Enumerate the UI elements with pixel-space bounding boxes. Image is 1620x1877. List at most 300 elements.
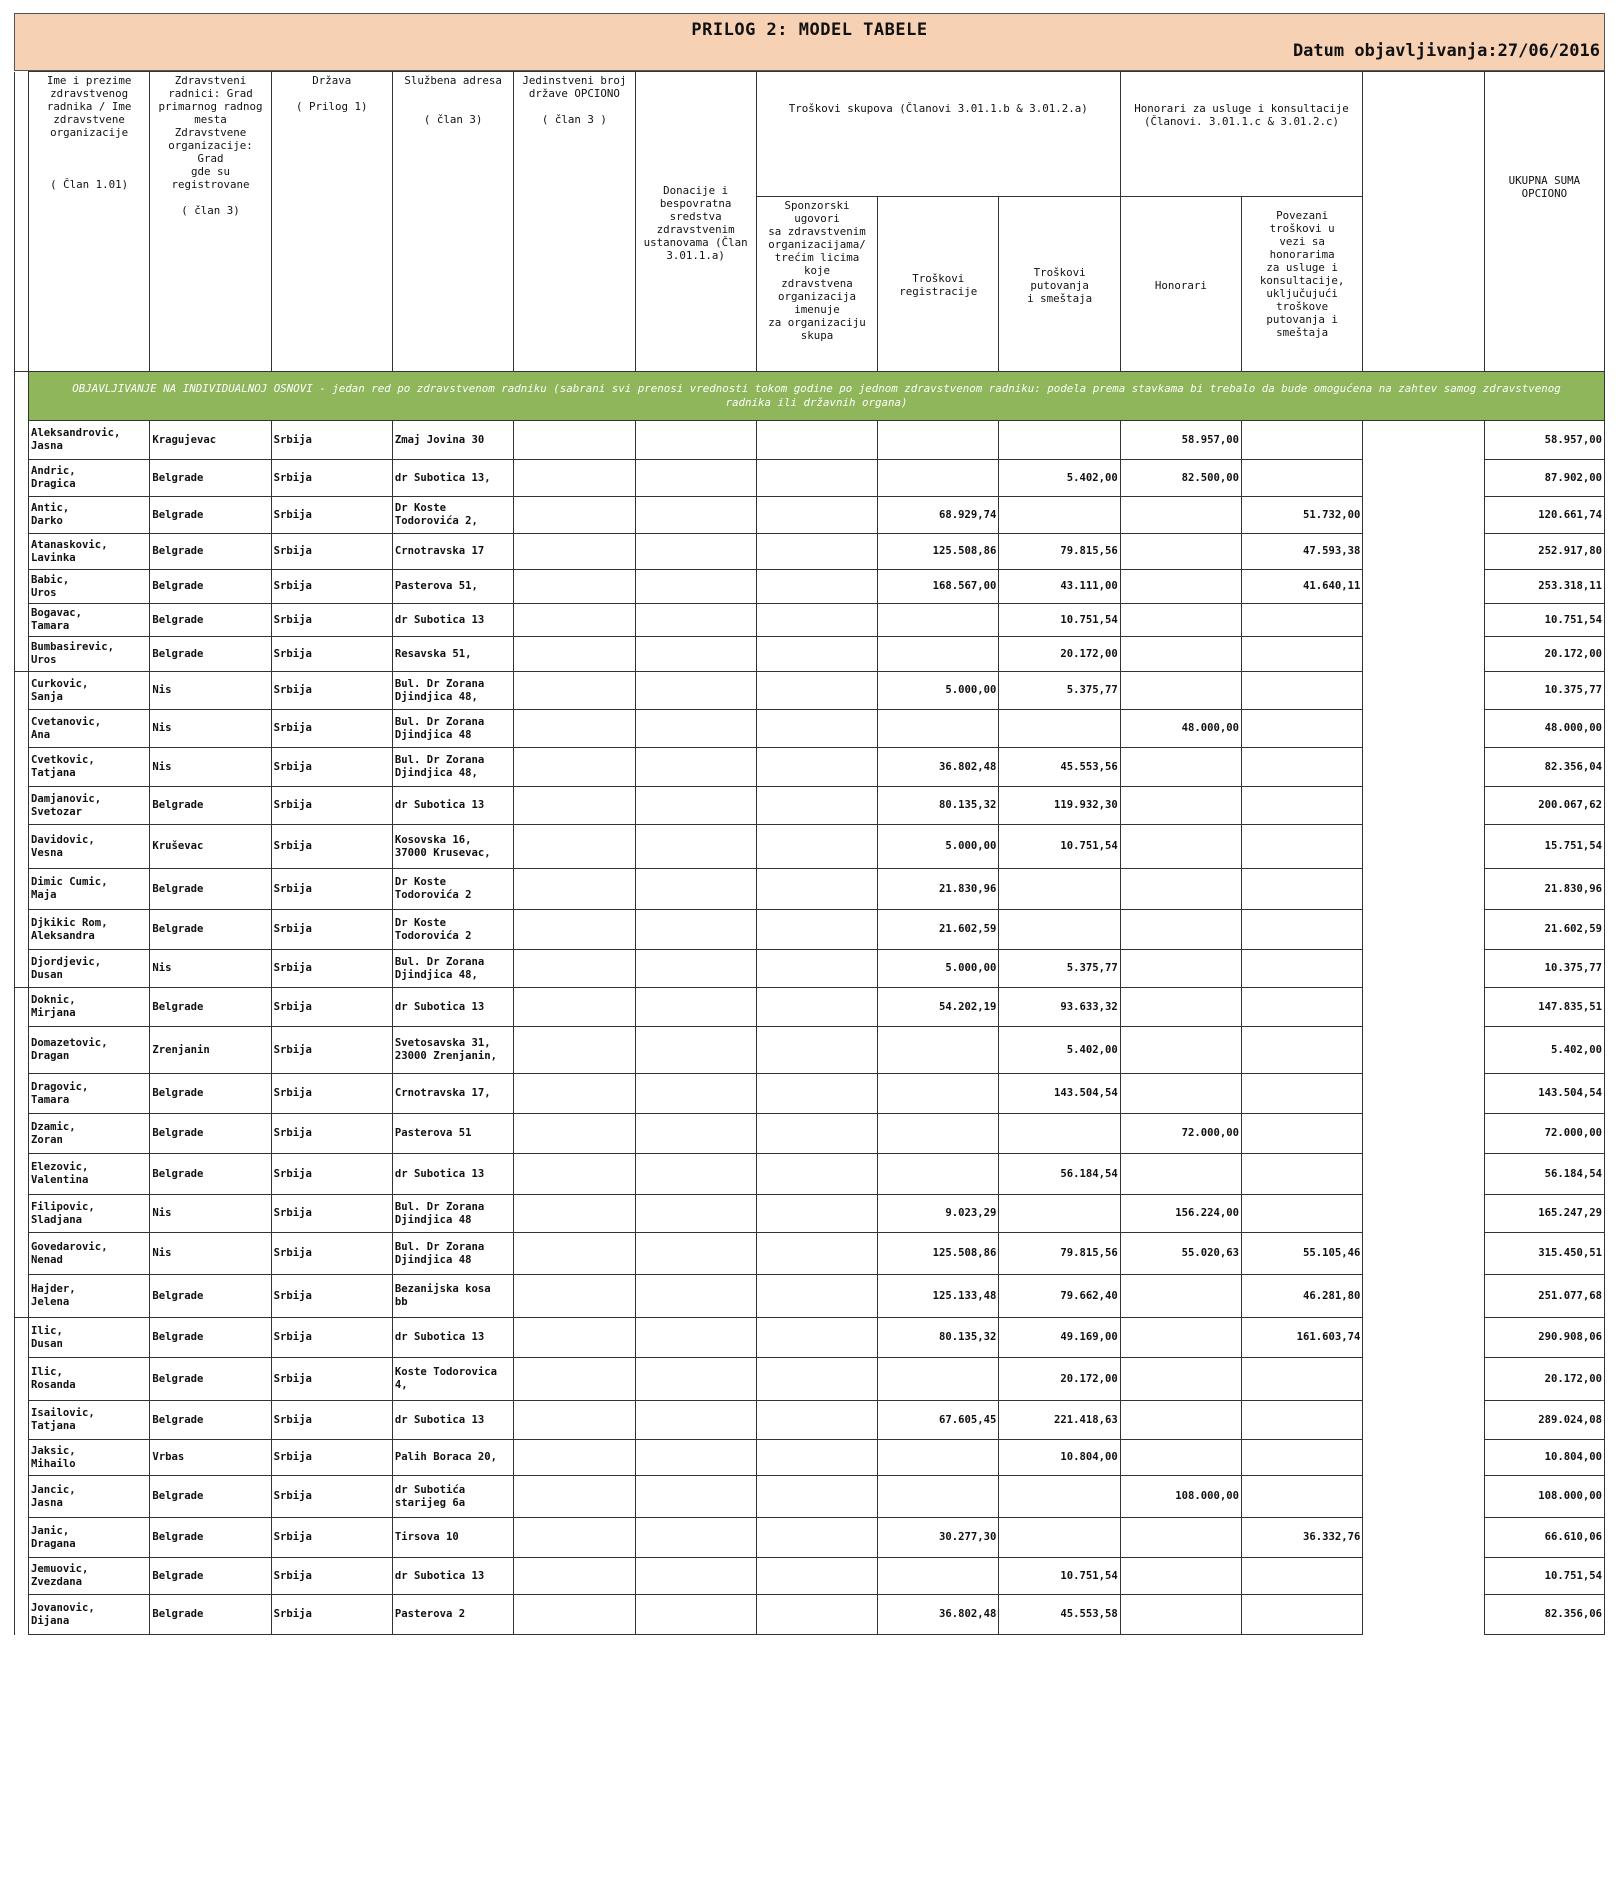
total-cell: 82.356,04: [1484, 748, 1604, 787]
donations-cell: [635, 1358, 756, 1401]
total-cell: 120.661,74: [1484, 497, 1604, 534]
blank-cell: [1363, 1074, 1484, 1114]
blank-cell: [1363, 710, 1484, 748]
city-cell: Belgrade: [150, 637, 271, 672]
col-header-donations: Donacije i bespovratna sredstva zdravstvenim ustanovama (Član 3.01.1.a): [635, 72, 756, 372]
address-cell: Tirsova 10: [392, 1518, 513, 1558]
unique-id-cell: [514, 1114, 635, 1154]
col-header-address: Službena adresa ( član 3): [392, 72, 513, 372]
blank-cell: [1363, 1401, 1484, 1440]
country-cell: Srbija: [271, 1401, 392, 1440]
travel-cell: 56.184,54: [999, 1154, 1120, 1195]
publication-date: [1293, 41, 1600, 61]
fees-cell: [1120, 1358, 1241, 1401]
total-cell: 143.504,54: [1484, 1074, 1604, 1114]
row-stub: [15, 988, 29, 1027]
total-cell: 58.957,00: [1484, 421, 1604, 460]
country-cell: Srbija: [271, 1440, 392, 1476]
city-cell: Belgrade: [150, 1114, 271, 1154]
related-costs-cell: [1242, 825, 1363, 869]
sponsorship-cell: [756, 869, 877, 910]
fees-cell: 108.000,00: [1120, 1476, 1241, 1518]
donations-cell: [635, 988, 756, 1027]
registration-cell: 36.802,48: [878, 748, 999, 787]
registration-cell: [878, 421, 999, 460]
registration-cell: [878, 1440, 999, 1476]
blank-cell: [1363, 1440, 1484, 1476]
donations-cell: [635, 534, 756, 570]
address-cell: dr Subotica 13: [392, 988, 513, 1027]
unique-id-cell: [514, 637, 635, 672]
blank-cell: [1363, 421, 1484, 460]
name-cell: Djordjevic, Dusan: [29, 950, 150, 988]
donations-cell: [635, 950, 756, 988]
donations-cell: [635, 570, 756, 604]
total-cell: 315.450,51: [1484, 1233, 1604, 1275]
city-cell: Belgrade: [150, 1154, 271, 1195]
row-stub: [15, 1440, 29, 1476]
registration-cell: 21.602,59: [878, 910, 999, 950]
donations-cell: [635, 1595, 756, 1635]
total-cell: 289.024,08: [1484, 1401, 1604, 1440]
fees-cell: 55.020,63: [1120, 1233, 1241, 1275]
travel-cell: 43.111,00: [999, 570, 1120, 604]
fees-cell: [1120, 1154, 1241, 1195]
header-stub: [15, 72, 29, 372]
travel-cell: [999, 497, 1120, 534]
total-cell: 66.610,06: [1484, 1518, 1604, 1558]
travel-cell: [999, 910, 1120, 950]
address-cell: Bul. Dr Zorana Djindjica 48,: [392, 672, 513, 710]
fees-cell: [1120, 497, 1241, 534]
sponsorship-cell: [756, 1595, 877, 1635]
sponsorship-cell: [756, 910, 877, 950]
row-stub: [15, 787, 29, 825]
name-cell: Bumbasirevic, Uros: [29, 637, 150, 672]
related-costs-cell: [1242, 1476, 1363, 1518]
travel-cell: 5.375,77: [999, 672, 1120, 710]
total-cell: 20.172,00: [1484, 1358, 1604, 1401]
unique-id-cell: [514, 1558, 635, 1595]
country-cell: Srbija: [271, 1595, 392, 1635]
disclosure-table: [14, 71, 1605, 1635]
country-cell: Srbija: [271, 1558, 392, 1595]
col-header-fees-group: Honorari za usluge i konsultacije (Članovi. 3.01.1.c & 3.01.2.c): [1120, 72, 1363, 197]
blank-cell: [1363, 1318, 1484, 1358]
row-stub: [15, 1518, 29, 1558]
col-header-sponsorship: Sponzorski ugovori sa zdravstvenim organizacijama/ trećim licima koje zdravstvena organizacija imenuje za organizaciju skupa: [756, 197, 877, 372]
table-row: [15, 988, 1605, 1027]
table-row: [15, 748, 1605, 787]
total-cell: 10.751,54: [1484, 604, 1604, 637]
blank-cell: [1363, 950, 1484, 988]
registration-cell: [878, 1558, 999, 1595]
city-cell: Nis: [150, 1233, 271, 1275]
col-header-events-group: Troškovi skupova (Članovi 3.01.1.b & 3.01.2.a): [756, 72, 1120, 197]
city-cell: Belgrade: [150, 497, 271, 534]
travel-cell: [999, 1518, 1120, 1558]
city-cell: Belgrade: [150, 1358, 271, 1401]
country-cell: Srbija: [271, 710, 392, 748]
name-cell: Doknic, Mirjana: [29, 988, 150, 1027]
city-cell: Belgrade: [150, 1275, 271, 1318]
title-band: [14, 13, 1605, 71]
city-cell: Belgrade: [150, 534, 271, 570]
registration-cell: 9.023,29: [878, 1195, 999, 1233]
total-cell: 21.602,59: [1484, 910, 1604, 950]
address-cell: Pasterova 51: [392, 1114, 513, 1154]
country-cell: Srbija: [271, 534, 392, 570]
total-cell: 5.402,00: [1484, 1027, 1604, 1074]
unique-id-cell: [514, 460, 635, 497]
donations-cell: [635, 1027, 756, 1074]
publication-date-label: Datum objavljivanja:: [1292, 41, 1498, 61]
donations-cell: [635, 869, 756, 910]
sponsorship-cell: [756, 460, 877, 497]
sponsorship-cell: [756, 1518, 877, 1558]
blank-cell: [1363, 1154, 1484, 1195]
travel-cell: [999, 421, 1120, 460]
sponsorship-cell: [756, 1358, 877, 1401]
table-row: [15, 869, 1605, 910]
address-cell: Bul. Dr Zorana Djindjica 48: [392, 1195, 513, 1233]
fees-cell: [1120, 825, 1241, 869]
blank-cell: [1363, 988, 1484, 1027]
country-cell: Srbija: [271, 1476, 392, 1518]
fees-cell: [1120, 988, 1241, 1027]
total-cell: 82.356,06: [1484, 1595, 1604, 1635]
unique-id-cell: [514, 869, 635, 910]
address-cell: Crnotravska 17: [392, 534, 513, 570]
country-cell: Srbija: [271, 910, 392, 950]
name-cell: Dimic Cumic, Maja: [29, 869, 150, 910]
registration-cell: [878, 1154, 999, 1195]
sponsorship-cell: [756, 787, 877, 825]
sponsorship-cell: [756, 988, 877, 1027]
fees-cell: [1120, 910, 1241, 950]
registration-cell: [878, 1358, 999, 1401]
table-row: [15, 1154, 1605, 1195]
table-row: [15, 1027, 1605, 1074]
city-cell: Zrenjanin: [150, 1027, 271, 1074]
donations-cell: [635, 825, 756, 869]
fees-cell: [1120, 1595, 1241, 1635]
table-row: [15, 497, 1605, 534]
total-cell: 108.000,00: [1484, 1476, 1604, 1518]
total-cell: 15.751,54: [1484, 825, 1604, 869]
sponsorship-cell: [756, 1114, 877, 1154]
address-cell: Resavska 51,: [392, 637, 513, 672]
fees-cell: [1120, 534, 1241, 570]
country-cell: Srbija: [271, 1275, 392, 1318]
registration-cell: 125.508,86: [878, 534, 999, 570]
city-cell: Nis: [150, 1195, 271, 1233]
city-cell: Belgrade: [150, 910, 271, 950]
row-stub: [15, 637, 29, 672]
country-cell: Srbija: [271, 1027, 392, 1074]
related-costs-cell: [1242, 1027, 1363, 1074]
name-cell: Andric, Dragica: [29, 460, 150, 497]
row-stub: [15, 604, 29, 637]
unique-id-cell: [514, 672, 635, 710]
fees-cell: [1120, 1275, 1241, 1318]
fees-cell: 48.000,00: [1120, 710, 1241, 748]
travel-cell: [999, 710, 1120, 748]
address-cell: Pasterova 51,: [392, 570, 513, 604]
sponsorship-cell: [756, 1558, 877, 1595]
table-row: [15, 910, 1605, 950]
fees-cell: [1120, 1440, 1241, 1476]
travel-cell: 10.751,54: [999, 1558, 1120, 1595]
related-costs-cell: 51.732,00: [1242, 497, 1363, 534]
fees-cell: [1120, 1401, 1241, 1440]
row-stub: [15, 869, 29, 910]
address-cell: dr Subotica 13: [392, 1401, 513, 1440]
name-cell: Govedarovic, Nenad: [29, 1233, 150, 1275]
total-cell: 10.804,00: [1484, 1440, 1604, 1476]
unique-id-cell: [514, 534, 635, 570]
address-cell: Bul. Dr Zorana Djindjica 48,: [392, 950, 513, 988]
row-stub: [15, 1027, 29, 1074]
blank-cell: [1363, 748, 1484, 787]
name-cell: Dzamic, Zoran: [29, 1114, 150, 1154]
related-costs-cell: [1242, 1358, 1363, 1401]
col-header-related-costs: Povezani troškovi u vezi sa honorarima za usluge i konsultacije, uključujući troškove putovanja i smeštaja: [1242, 197, 1363, 372]
col-header-blank: [1363, 72, 1484, 372]
country-cell: Srbija: [271, 1358, 392, 1401]
address-cell: Bezanijska kosa bb: [392, 1275, 513, 1318]
unique-id-cell: [514, 1318, 635, 1358]
blank-cell: [1363, 570, 1484, 604]
city-cell: Belgrade: [150, 869, 271, 910]
table-row: [15, 1558, 1605, 1595]
table-row: [15, 1518, 1605, 1558]
table-row: [15, 1074, 1605, 1114]
related-costs-cell: [1242, 988, 1363, 1027]
blank-cell: [1363, 1027, 1484, 1074]
country-cell: Srbija: [271, 604, 392, 637]
related-costs-cell: [1242, 1401, 1363, 1440]
name-cell: Curkovic, Sanja: [29, 672, 150, 710]
address-cell: Bul. Dr Zorana Djindjica 48,: [392, 748, 513, 787]
sponsorship-cell: [756, 748, 877, 787]
blank-cell: [1363, 497, 1484, 534]
col-header-total: UKUPNA SUMA OPCIONO: [1484, 72, 1604, 372]
registration-cell: [878, 637, 999, 672]
donations-cell: [635, 1154, 756, 1195]
donations-cell: [635, 1074, 756, 1114]
donations-cell: [635, 1195, 756, 1233]
donations-cell: [635, 1318, 756, 1358]
related-costs-cell: [1242, 1074, 1363, 1114]
sponsorship-cell: [756, 710, 877, 748]
registration-cell: [878, 1074, 999, 1114]
fees-cell: [1120, 787, 1241, 825]
name-cell: Jaksic, Mihailo: [29, 1440, 150, 1476]
row-stub: [15, 570, 29, 604]
donations-cell: [635, 1114, 756, 1154]
registration-cell: 54.202,19: [878, 988, 999, 1027]
name-cell: Ilic, Dusan: [29, 1318, 150, 1358]
name-cell: Damjanovic, Svetozar: [29, 787, 150, 825]
related-costs-cell: [1242, 1558, 1363, 1595]
city-cell: Nis: [150, 748, 271, 787]
total-cell: 10.751,54: [1484, 1558, 1604, 1595]
table-row: [15, 460, 1605, 497]
related-costs-cell: [1242, 787, 1363, 825]
total-cell: 48.000,00: [1484, 710, 1604, 748]
related-costs-cell: [1242, 910, 1363, 950]
name-cell: Antic, Darko: [29, 497, 150, 534]
country-cell: Srbija: [271, 1154, 392, 1195]
sponsorship-cell: [756, 825, 877, 869]
related-costs-cell: [1242, 1114, 1363, 1154]
fees-cell: [1120, 672, 1241, 710]
city-cell: Belgrade: [150, 604, 271, 637]
blank-cell: [1363, 825, 1484, 869]
fees-cell: [1120, 1027, 1241, 1074]
related-costs-cell: [1242, 869, 1363, 910]
table-row: [15, 421, 1605, 460]
table-row: [15, 1195, 1605, 1233]
row-stub: [15, 950, 29, 988]
city-cell: Nis: [150, 950, 271, 988]
country-cell: Srbija: [271, 1233, 392, 1275]
registration-cell: 67.605,45: [878, 1401, 999, 1440]
banner-stub: [15, 372, 29, 421]
unique-id-cell: [514, 497, 635, 534]
name-cell: Bogavac, Tamara: [29, 604, 150, 637]
row-stub: [15, 1358, 29, 1401]
related-costs-cell: [1242, 1154, 1363, 1195]
total-cell: 87.902,00: [1484, 460, 1604, 497]
city-cell: Belgrade: [150, 460, 271, 497]
registration-cell: 68.929,74: [878, 497, 999, 534]
sponsorship-cell: [756, 1233, 877, 1275]
row-stub: [15, 1558, 29, 1595]
travel-cell: 221.418,63: [999, 1401, 1120, 1440]
row-stub: [15, 421, 29, 460]
city-cell: Nis: [150, 672, 271, 710]
total-cell: 10.375,77: [1484, 950, 1604, 988]
travel-cell: 93.633,32: [999, 988, 1120, 1027]
fees-cell: [1120, 604, 1241, 637]
row-stub: [15, 460, 29, 497]
unique-id-cell: [514, 1233, 635, 1275]
country-cell: Srbija: [271, 1518, 392, 1558]
blank-cell: [1363, 1233, 1484, 1275]
travel-cell: 10.751,54: [999, 604, 1120, 637]
sponsorship-cell: [756, 1195, 877, 1233]
related-costs-cell: [1242, 460, 1363, 497]
country-cell: Srbija: [271, 421, 392, 460]
total-cell: 200.067,62: [1484, 787, 1604, 825]
address-cell: dr Subotica 13: [392, 787, 513, 825]
donations-cell: [635, 1518, 756, 1558]
address-cell: dr Subotica 13,: [392, 460, 513, 497]
total-cell: 253.318,11: [1484, 570, 1604, 604]
fees-cell: 72.000,00: [1120, 1114, 1241, 1154]
sponsorship-cell: [756, 1027, 877, 1074]
donations-cell: [635, 1440, 756, 1476]
blank-cell: [1363, 1195, 1484, 1233]
registration-cell: [878, 1027, 999, 1074]
related-costs-cell: 36.332,76: [1242, 1518, 1363, 1558]
donations-cell: [635, 787, 756, 825]
table-row: [15, 950, 1605, 988]
city-cell: Belgrade: [150, 1476, 271, 1518]
row-stub: [15, 1275, 29, 1318]
blank-cell: [1363, 787, 1484, 825]
name-cell: Jancic, Jasna: [29, 1476, 150, 1518]
document: [14, 13, 1605, 1635]
city-cell: Belgrade: [150, 1401, 271, 1440]
address-cell: Dr Koste Todorovića 2: [392, 910, 513, 950]
registration-cell: 5.000,00: [878, 825, 999, 869]
fees-cell: 156.224,00: [1120, 1195, 1241, 1233]
address-cell: Kosovska 16, 37000 Krusevac,: [392, 825, 513, 869]
related-costs-cell: [1242, 1595, 1363, 1635]
table-row: [15, 710, 1605, 748]
address-cell: Koste Todorovica 4,: [392, 1358, 513, 1401]
table-row: [15, 1275, 1605, 1318]
travel-cell: [999, 869, 1120, 910]
address-cell: dr Subotica 13: [392, 1318, 513, 1358]
row-stub: [15, 1318, 29, 1358]
name-cell: Elezovic, Valentina: [29, 1154, 150, 1195]
country-cell: Srbija: [271, 1318, 392, 1358]
country-cell: Srbija: [271, 869, 392, 910]
name-cell: Jemuovic, Zvezdana: [29, 1558, 150, 1595]
travel-cell: 5.402,00: [999, 1027, 1120, 1074]
city-cell: Kruševac: [150, 825, 271, 869]
row-stub: [15, 825, 29, 869]
registration-cell: [878, 604, 999, 637]
travel-cell: 10.751,54: [999, 825, 1120, 869]
related-costs-cell: [1242, 604, 1363, 637]
sponsorship-cell: [756, 1318, 877, 1358]
row-stub: [15, 1595, 29, 1635]
table-row: [15, 534, 1605, 570]
country-cell: Srbija: [271, 1195, 392, 1233]
related-costs-cell: [1242, 748, 1363, 787]
col-header-city: Zdravstveni radnici: Grad primarnog radnog mesta Zdravstvene organizacije: Grad gde su registrovane ( član 3): [150, 72, 271, 372]
registration-cell: 125.133,48: [878, 1275, 999, 1318]
table-row: [15, 1358, 1605, 1401]
name-cell: Cvetanovic, Ana: [29, 710, 150, 748]
table-row: [15, 604, 1605, 637]
col-header-travel: Troškovi putovanja i smeštaja: [999, 197, 1120, 372]
blank-cell: [1363, 1358, 1484, 1401]
travel-cell: 79.815,56: [999, 1233, 1120, 1275]
sponsorship-cell: [756, 1440, 877, 1476]
related-costs-cell: 47.593,38: [1242, 534, 1363, 570]
donations-cell: [635, 1558, 756, 1595]
table-row: [15, 1440, 1605, 1476]
col-header-fees: Honorari: [1120, 197, 1241, 372]
sponsorship-cell: [756, 497, 877, 534]
country-cell: Srbija: [271, 637, 392, 672]
city-cell: Belgrade: [150, 1074, 271, 1114]
total-cell: 72.000,00: [1484, 1114, 1604, 1154]
travel-cell: 143.504,54: [999, 1074, 1120, 1114]
name-cell: Davidovic, Vesna: [29, 825, 150, 869]
table-row: [15, 787, 1605, 825]
table-row: [15, 1233, 1605, 1275]
col-header-name: Ime i prezime zdravstvenog radnika / Ime zdravstvene organizacije ( Član 1.01): [29, 72, 150, 372]
donations-cell: [635, 637, 756, 672]
row-stub: [15, 1476, 29, 1518]
